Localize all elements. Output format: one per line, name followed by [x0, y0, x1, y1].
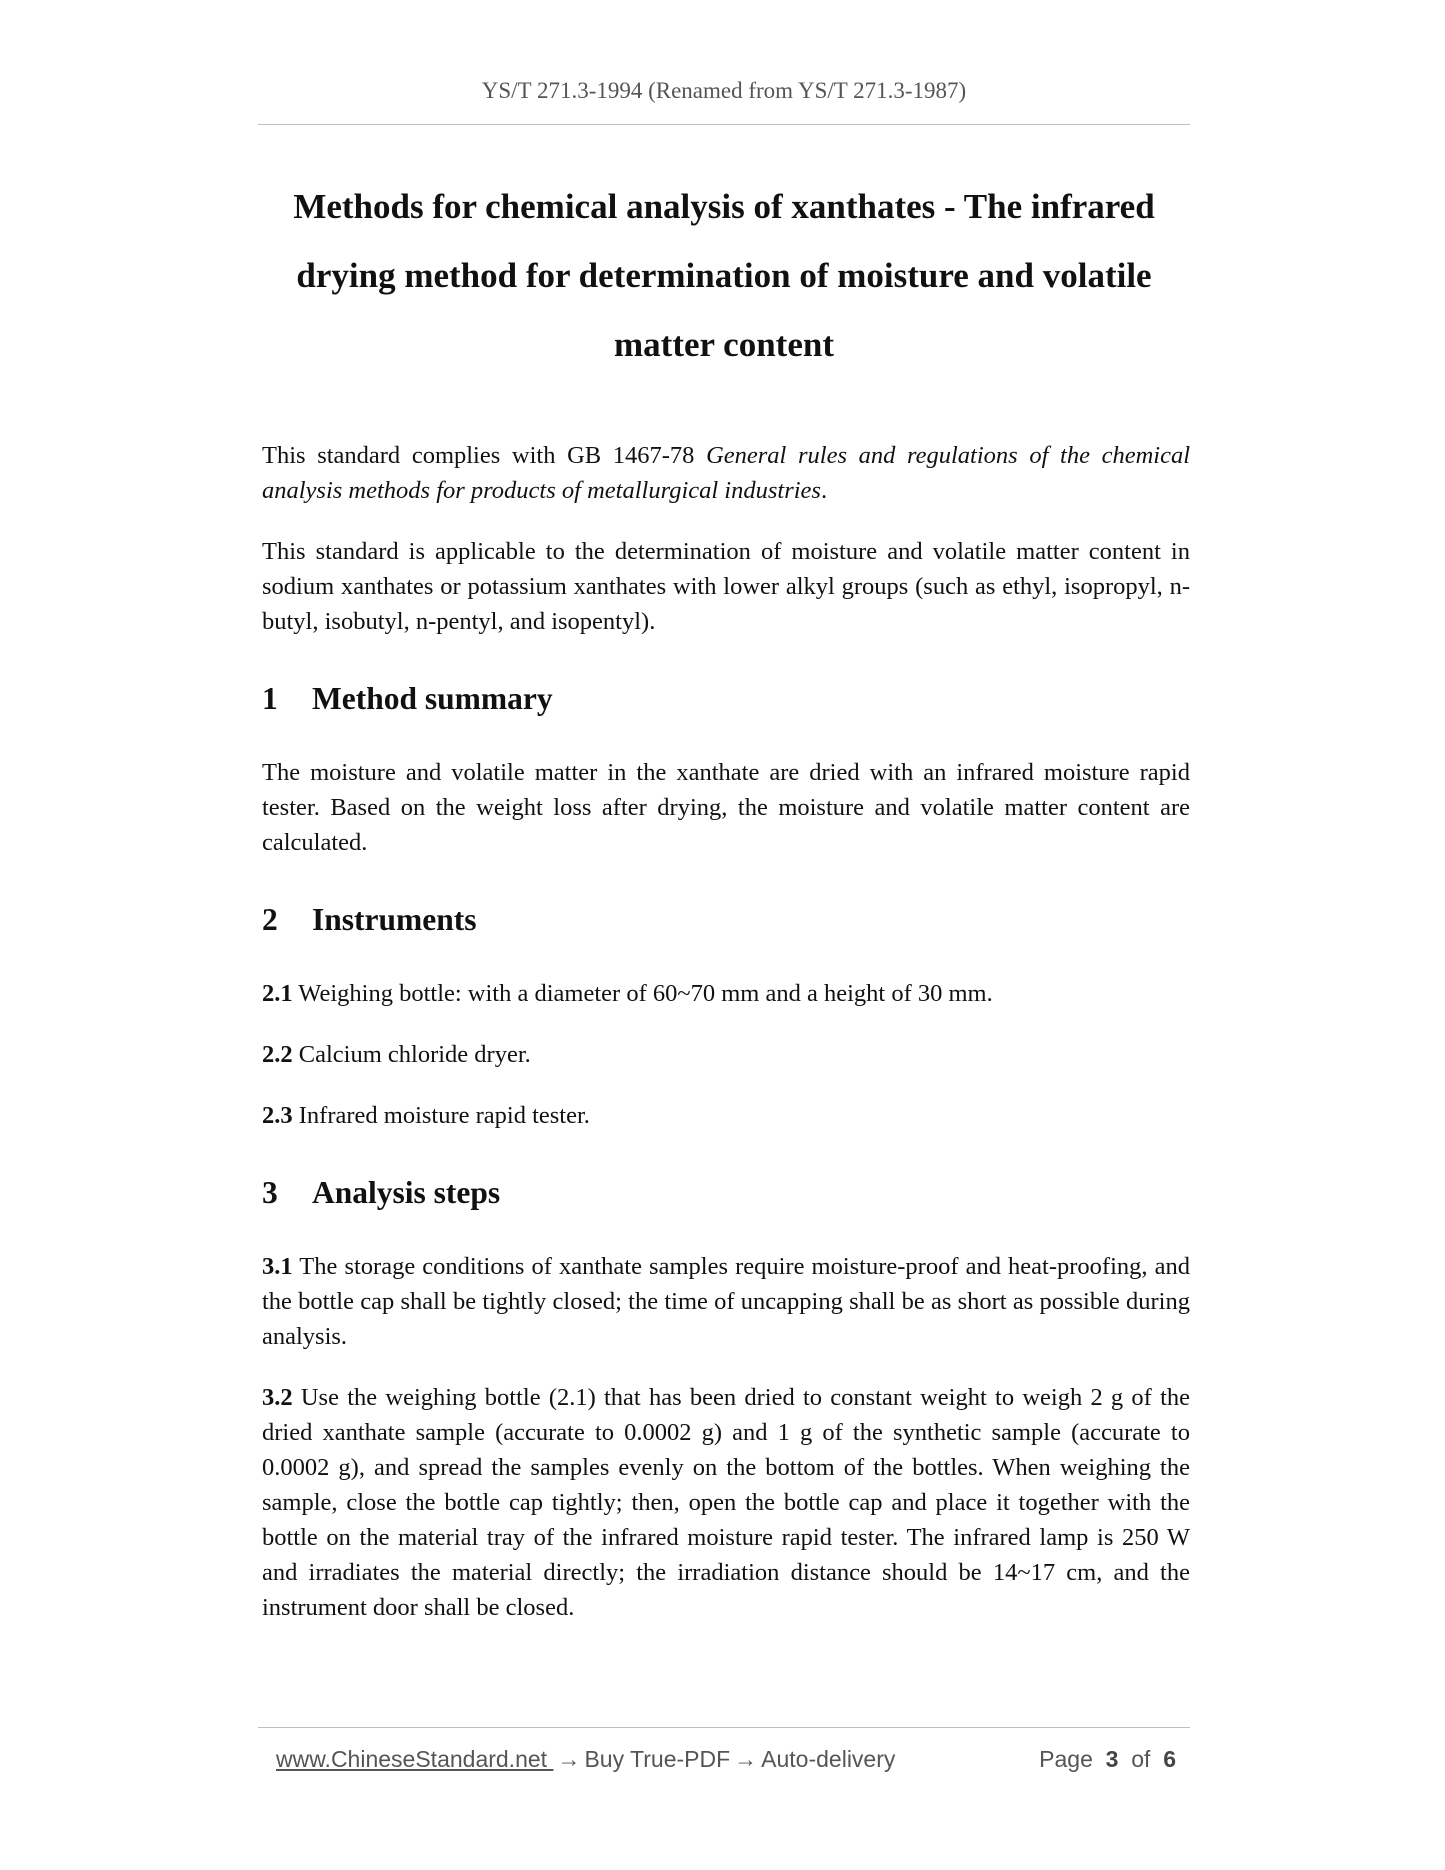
section-number: 1 — [262, 681, 278, 716]
document-body — [262, 438, 1190, 1651]
clause-number: 3.1 — [262, 1253, 293, 1280]
section-heading-instruments — [262, 900, 1190, 940]
clause-2-3 — [262, 1098, 1190, 1133]
clause-number: 2.1 — [262, 980, 293, 1007]
page-total: 6 — [1163, 1746, 1176, 1772]
section-title: Analysis steps — [312, 1175, 501, 1210]
clause-text: Weighing bottle: with a diameter of 60~70 mm and a height of 30 mm. — [292, 980, 993, 1007]
page-indicator — [1039, 1746, 1176, 1773]
clause-text: Use the weighing bottle (2.1) that has been dried to constant weight to weigh 2 g of the dried xanthate sample (accurate to 0.0002 g) and 1 g of the synthetic sample (accurate to 0.0002 g), and spread the samples evenly on the bottom of the bottles. When weighing the sample, close the bottle cap tightly; then, open the bottle cap and place it together with the bottle on the material tray of the infrared moisture rapid tester. The infrared lamp is 250 W and irradiates the material directly; the irradiation distance should be 14~17 cm, and the instrument door shall be closed. — [262, 1384, 1190, 1621]
chinesestandard-link[interactable]: www.ChineseStandard.net — [276, 1746, 554, 1772]
page-label: Page — [1039, 1746, 1093, 1772]
section-heading-analysis-steps — [262, 1173, 1190, 1213]
section-heading-method-summary — [262, 679, 1190, 719]
clause-text: The storage conditions of xanthate samples require moisture-proof and heat-proofing, and the bottle cap shall be tightly closed; the time of uncapping shall be as short as possible during analysis. — [262, 1253, 1190, 1350]
running-header: YS/T 271.3-1994 (Renamed from YS/T 271.3-1987) — [481, 78, 967, 103]
intro-paragraph-compliance — [262, 438, 1190, 508]
auto-delivery-text: Auto-delivery — [761, 1746, 896, 1772]
section-number: 2 — [262, 902, 278, 937]
clause-2-1 — [262, 976, 1190, 1011]
buy-true-pdf-text: Buy True-PDF — [584, 1746, 731, 1772]
clause-text: Calcium chloride dryer. — [292, 1041, 531, 1068]
page-footer — [276, 1746, 1176, 1773]
intro-compliance-text: This standard complies with GB 1467-78 — [262, 442, 707, 469]
title-line-1: Methods for chemical analysis of xanthates - The infrared — [293, 187, 1155, 226]
method-summary-paragraph: The moisture and volatile matter in the xanthate are dried with an infrared moisture rapid tester. Based on the weight loss after drying, the moisture and volatile matter content are calculated. — [262, 759, 1190, 856]
section-number: 3 — [262, 1175, 278, 1210]
title-line-3: matter content — [614, 325, 834, 364]
intro-compliance-end: . — [820, 477, 828, 504]
clause-3-1 — [262, 1249, 1190, 1354]
referenced-standard-title: General rules and regulations of the chemical analysis methods for products of metallurgical industries — [262, 442, 1191, 504]
clause-2-2 — [262, 1037, 1190, 1072]
clause-text: Infrared moisture rapid tester. — [292, 1102, 590, 1129]
section-title: Method summary — [312, 681, 553, 716]
arrow-right-icon: → — [734, 1746, 758, 1772]
footer-divider — [258, 1727, 1190, 1728]
header-divider — [258, 124, 1190, 125]
arrow-right-icon: → — [557, 1746, 581, 1772]
clause-number: 2.3 — [262, 1102, 293, 1129]
title-line-2: drying method for determination of moisture and volatile — [296, 256, 1152, 295]
page-current: 3 — [1105, 1746, 1119, 1772]
page-of-label: of — [1131, 1746, 1151, 1772]
section-title: Instruments — [312, 902, 477, 937]
clause-number: 3.2 — [262, 1384, 293, 1411]
intro-paragraph-scope: This standard is applicable to the determination of moisture and volatile matter content in sodium xanthates or potassium xanthates with lower alkyl groups (such as ethyl, isopropyl, n-butyl, isobutyl, n-pentyl, and isopentyl). — [262, 538, 1190, 635]
clause-3-2 — [262, 1380, 1190, 1625]
document-title — [258, 172, 1190, 379]
clause-number: 2.2 — [262, 1041, 293, 1068]
